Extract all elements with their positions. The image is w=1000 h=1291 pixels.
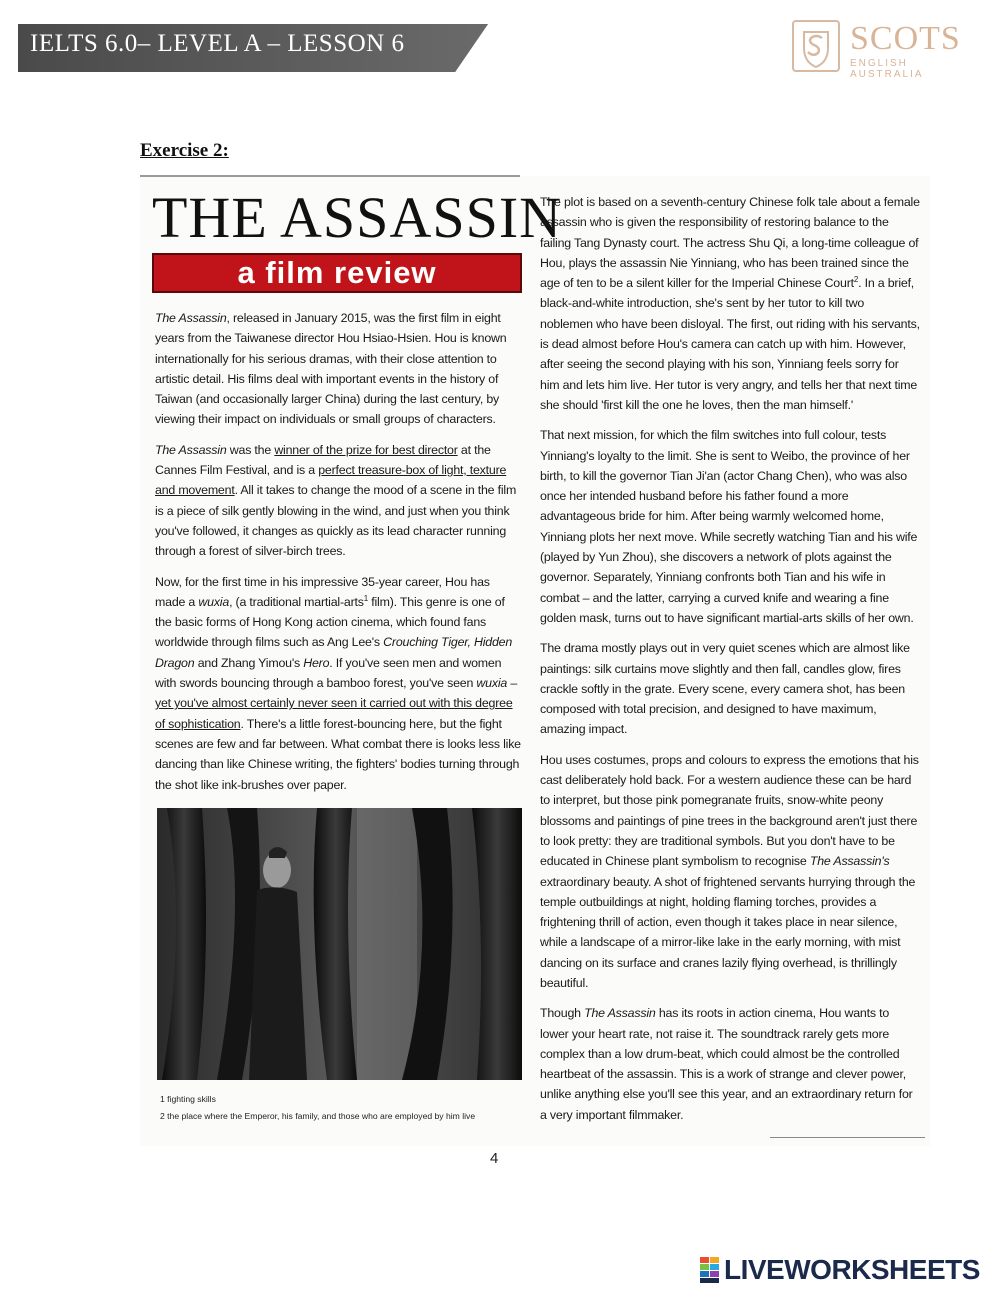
footnote-1: 1 fighting skills — [160, 1094, 216, 1104]
paragraph-text: yet you've almost certainly never seen it carried out with this degree of sophistication — [155, 696, 513, 731]
logo-name: SCOTS — [850, 20, 961, 57]
bottom-divider — [770, 1137, 925, 1138]
paragraph-text: – — [507, 676, 518, 691]
paragraph-text: The Assassin — [155, 311, 227, 325]
article-right-column — [540, 192, 920, 1135]
film-still-photo — [157, 808, 522, 1080]
article-paragraph — [540, 638, 920, 739]
paragraph-text: The drama mostly plays out in very quiet scenes which are almost like paintings: silk curtains move slightly and then fall, candles glow, fires crackle softly in the grate. Every scene, every camera shot, has been composed with total precision, and designed to have maximum, amazing impact. — [540, 641, 910, 737]
lesson-title: IELTS 6.0– LEVEL A – LESSON 6 — [30, 30, 405, 57]
paragraph-text: The Assassin's — [809, 854, 890, 869]
scots-logo — [792, 20, 982, 80]
paragraph-text: . If you've seen men and women with swords bouncing through a bamboo forest, you've seen — [155, 655, 502, 691]
paragraph-text: has its roots in action cinema, Hou wants to lower your heart rate, not raise it. The soundtrack rarely gets more complex than a low drum-beat, which could almost be the controlled heartbeat of the assassin. This is a work of strange and clever power, unlike anything else you'll see this year, and an extraordinary return for a very important filmmaker. — [540, 1006, 913, 1122]
page-number: 4 — [490, 1150, 499, 1167]
paragraph-text: perfect treasure-box of light, texture and movement — [155, 463, 507, 498]
paragraph-text: Now, for the first time in his impressive 35-year career, Hou has made a — [155, 574, 490, 609]
paragraph-text: extraordinary beauty. A shot of frightened servants hurrying through the temple outbuildings at night, holding flaming torches, provides a frightening thrill of action, even though it takes place in near silence, while a landscape of a mirror-like lake in the early morning, with mist dancing on its surface and cranes lazily flying overhead, is thrillingly beautiful. — [540, 874, 916, 990]
article-paragraph — [540, 425, 920, 628]
footnotes — [160, 1091, 475, 1125]
logo-subtitle: ENGLISH AUSTRALIA — [850, 58, 924, 80]
paragraph-text: That next mission, for which the film switches into full colour, tests Yinniang's loyalty to the limit. She is sent to Weibo, the province of her birth, to kill the governor Tian Ji'an (actor Chang Chen), who was also once her intended husband before his father found a more advantageous bride for him. After being warmly welcomed home, Yinniang plots her next move. While secretly watching Tian and his wife (played by Yun Zhou), she discovers a network of plots against the governor. Separately, Yinniang confronts both Tian and his wife in combat – and the latter, carrying a curved knife and wearing a fine golden mask, turns out to have significant martial-arts skills of her own. — [540, 428, 918, 625]
article-paragraph — [540, 1003, 920, 1125]
paragraph-text: Though — [540, 1006, 585, 1021]
paragraph-text: , released in January 2015, was the first film in eight years from the Taiwanese director Hou Hsiao-Hsien. Hou is known internationally for his serious dramas, with their close attention to artistic detail. His films deal with important events in the history of Taiwan (and occasionally larger China) during the last century, by viewing their impact on individuals or small groups of characters. — [155, 311, 507, 427]
paragraph-text: . There's a little forest-bouncing here, but the fight scenes are few and far between. What combat there is looks less like dancing than like Chinese writing, the fighters' bodies turning through the shot like ink-brushes over paper. — [155, 716, 521, 792]
article-title: THE ASSASSIN — [152, 185, 563, 250]
paragraph-text: The Assassin — [584, 1006, 656, 1021]
article-paragraph — [540, 192, 920, 415]
paragraph-text: The plot is based on a seventh-century Chinese folk tale about a female assassin who is given the responsibility of restoring balance to the failing Tang Dynasty court. The actress Shu Qi, a long-time colleague of Hou, plays the assassin Nie Yinniang, who has been trained since the age of ten to be a silent killer for the Imperial Chinese Court — [540, 195, 920, 291]
paragraph-text: . In a brief, black-and-white introduction, she's sent by her tutor to kill two noblemen who have been disloyal. The first, out riding with his servants, is dead almost before Hou's camera can catch up with him. However, after seeing the second playing with his son, Yinniang feels sorry for him and lets him live. Her tutor is very angry, and tells her that next time she should 'first kill the one he loves, then the man himself.' — [540, 276, 920, 412]
paragraph-text: 2 — [853, 275, 859, 285]
paragraph-text: at the Cannes Film Festival, and is a — [155, 442, 491, 478]
paragraph-text: was the — [226, 442, 275, 457]
paragraph-text: . All it takes to change the mood of a scene in the film is a piece of silk gently blowing in the wind, and just when you think you've followed, it changes as quickly as its lead character running through a forest of silver-birch trees. — [155, 483, 517, 559]
exercise-label: Exercise 2: — [140, 140, 229, 161]
article-paragraph — [155, 440, 523, 562]
article-left-column — [155, 308, 523, 805]
scots-emblem-icon — [792, 20, 840, 72]
paragraph-text: Crouching Tiger, Hidden Dragon — [155, 635, 513, 670]
article-paragraph — [155, 308, 523, 430]
top-divider — [140, 175, 520, 177]
paragraph-text: film). This genre is one of the basic forms of Hong Kong action cinema, which found fans worldwide through films such as Ang Lee's — [155, 594, 505, 650]
article-paragraph — [540, 750, 920, 994]
paragraph-text: , (a traditional martial-arts — [229, 594, 364, 609]
liveworksheets-wordmark: LIVEWORKSHEETS — [724, 1254, 980, 1285]
paragraph-text: 1 — [363, 593, 368, 603]
liveworksheets-logo-icon — [700, 1257, 720, 1285]
paragraph-text: Hero — [303, 655, 330, 670]
paragraph-text: and Zhang Yimou's — [194, 655, 304, 670]
footnote-2: 2 the place where the Emperor, his family, and those who are employed by him live — [160, 1111, 476, 1121]
article-subtitle: a film review — [237, 255, 437, 290]
paragraph-text: wuxia — [198, 594, 230, 609]
paragraph-text: The Assassin — [155, 442, 227, 457]
article-paragraph — [155, 572, 523, 795]
paragraph-text: Hou uses costumes, props and colours to express the emotions that his cast deliberately hold back. For a western audience these can be hard to interpret, but those pink pomegranate fruits, snow-white peony blossoms and paintings of pine trees in the background aren't just there to look pretty: they are traditional symbols. But you don't have to be educated in Chinese plant symbolism to recognise — [540, 752, 919, 869]
paragraph-text: winner of the prize for best director — [274, 442, 458, 457]
paragraph-text: wuxia — [476, 676, 508, 691]
